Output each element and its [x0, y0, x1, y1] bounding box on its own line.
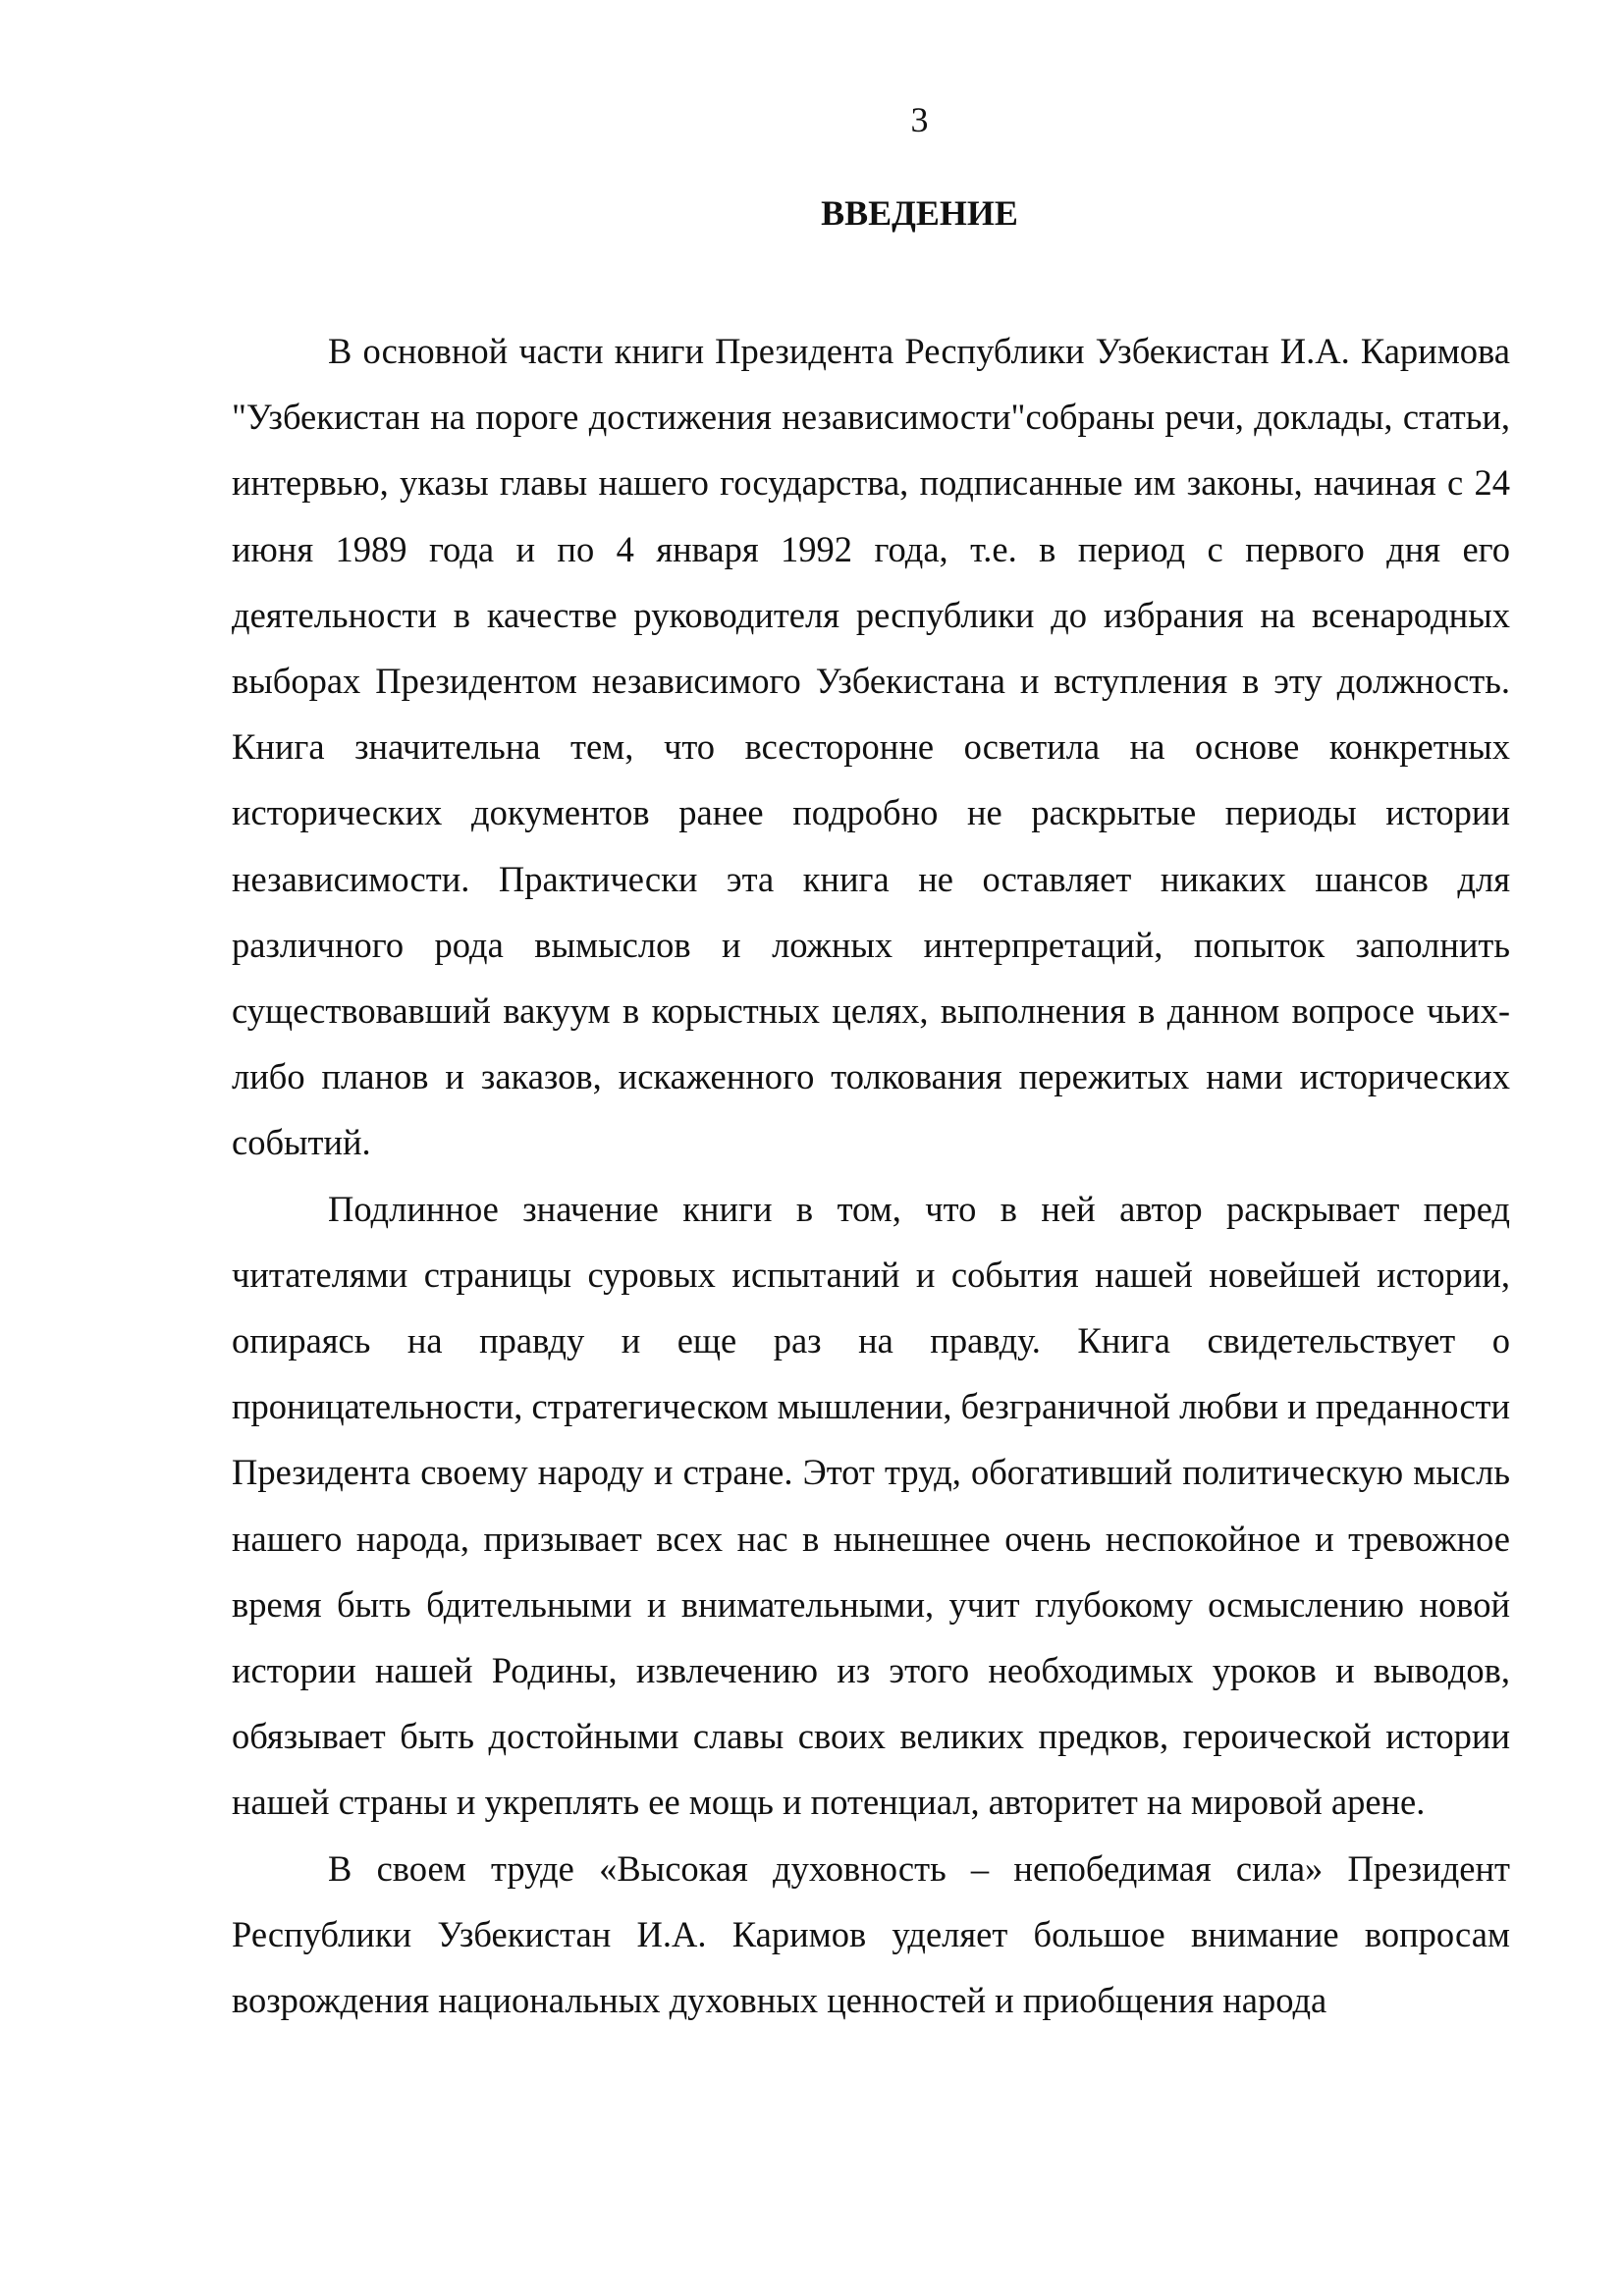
- body-text: [232, 318, 1510, 2033]
- paragraph-1: В основной части книги Президента Республики Узбекистан И.А. Каримова "Узбекистан на пороге достижения независимости"собраны речи, доклады, статьи, интервью, указы главы нашего государства, подписанные им законы, начиная с 24 июня 1989 года и по 4 января 1992 года, т.е. в период с первого дня его деятельности в качестве руководителя республики до избрания на всенародных выборах Президентом независимого Узбекистана и вступления в эту должность. Книга значительна тем, что всесторонне осветила на основе конкретных исторических документов ранее подробно не раскрытые периоды истории независимости. Практически эта книга не оставляет никаких шансов для различного рода вымыслов и ложных интерпретаций, попыток заполнить существовавший вакуум в корыстных целях, выполнения в данном вопросе чьих-либо планов и заказов, искаженного толкования пережитых нами исторических событий.: [232, 331, 1510, 1163]
- paragraph-3: В своем труде «Высокая духовность – непобедимая сила» Президент Республики Узбекистан И.А. Каримов уделяет большое внимание вопросам возрождения национальных духовных ценностей и приобщения народа: [232, 1847, 1510, 2021]
- paragraph-2: Подлинное значение книги в том, что в ней автор раскрывает перед читателями страницы суровых испытаний и события нашей новейшей истории, опираясь на правду и еще раз на правду. Книга свидетельствует о проницательности, стратегическом мышлении, безграничной любви и преданности Президента своему народу и стране. Этот труд, обогативший политическую мысль нашего народа, призывает всех нас в нынешнее очень неспокойное и тревожное время быть бдительными и внимательными, учит глубокому осмыслению новой истории нашей Родины, извлечению из этого необходимых уроков и выводов, обязывает быть достойными славы своих великих предков, героической истории нашей страны и укреплять ее мощь и потенциал, авторитет на мировой арене.: [232, 1188, 1510, 1823]
- section-heading: ВВЕДЕНИЕ: [821, 193, 1018, 233]
- page-number: 3: [910, 100, 929, 139]
